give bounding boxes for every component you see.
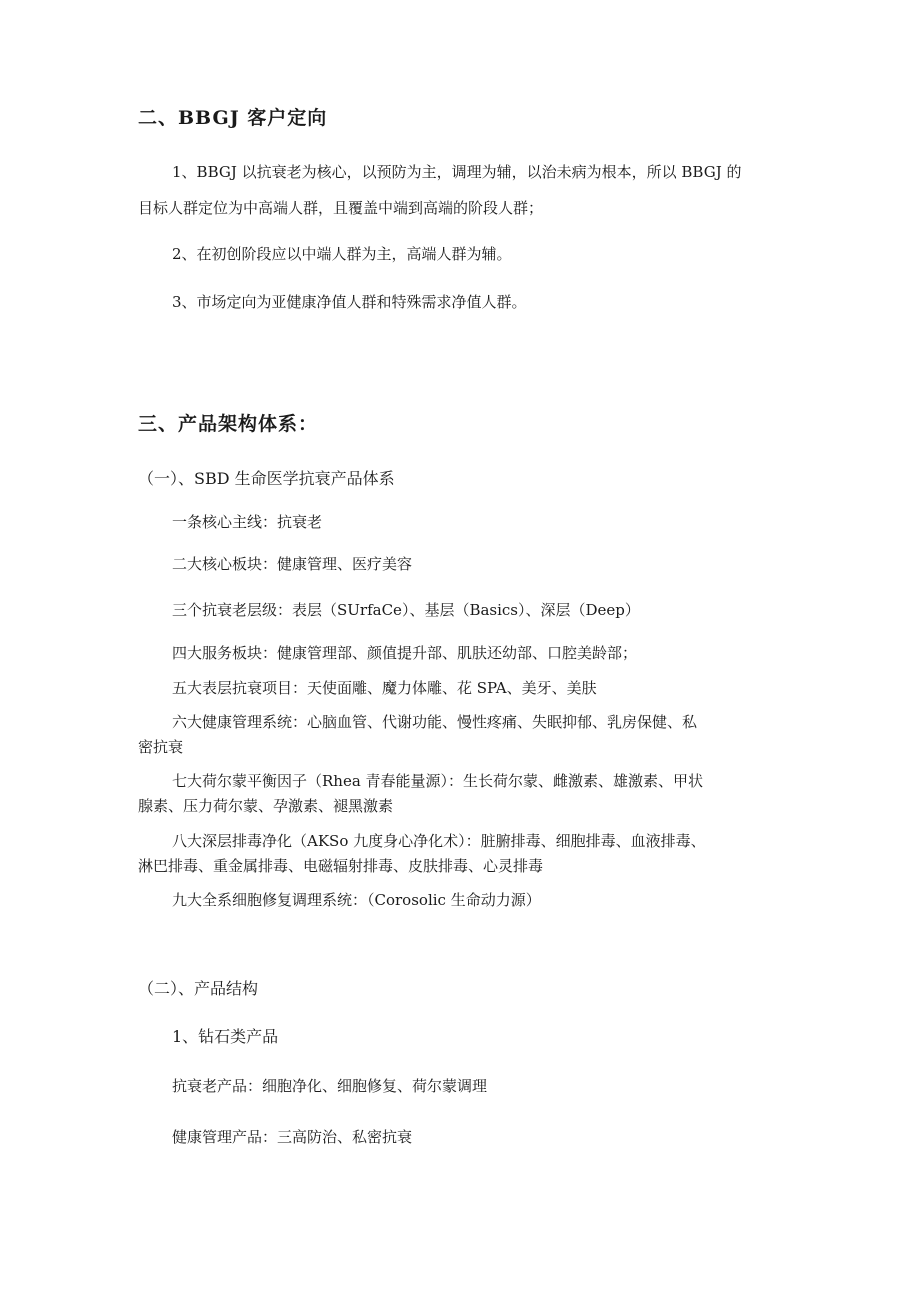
item-hormone-factors-line-1: 七大荷尔蒙平衡因子（Rhea 青春能量源）：生长荷尔蒙、雌激素、雄激素、甲状 bbox=[172, 772, 704, 790]
item-core-sectors: 二大核心板块：健康管理、医疗美容 bbox=[172, 555, 413, 573]
anti-aging-products: 抗衰老产品：细胞净化、细胞修复、荷尔蒙调理 bbox=[172, 1077, 488, 1095]
item-detox-line-2: 淋巴排毒、重金属排毒、电磁辐射排毒、皮肤排毒、心灵排毒 bbox=[138, 857, 544, 875]
subsection2-heading: （二）、产品结构 bbox=[138, 979, 259, 998]
section2-paragraph-2: 2、在初创阶段应以中端人群为主，高端人群为辅。 bbox=[172, 245, 512, 263]
item-detox-line-1: 八大深层排毒净化（AKSo 九度身心净化术）：脏腑排毒、细胞排毒、血液排毒、 bbox=[172, 832, 706, 850]
health-management-products: 健康管理产品：三高防治、私密抗衰 bbox=[172, 1128, 413, 1146]
section3-heading: 三、产品架构体系： bbox=[138, 413, 319, 435]
item-surface-projects: 五大表层抗衰项目：天使面雕、魔力体雕、花 SPA、美牙、美肤 bbox=[172, 679, 597, 697]
subsection1-heading: （一）、SBD 生命医学抗衰产品体系 bbox=[138, 469, 395, 488]
section2-paragraph-3: 3、市场定向为亚健康净值人群和特殊需求净值人群。 bbox=[172, 293, 527, 311]
item-anti-aging-levels: 三个抗衰老层级：表层（SUrfaCe）、基层（Basics）、深层（Deep） bbox=[172, 601, 640, 619]
diamond-products-heading: 1、钻石类产品 bbox=[172, 1027, 279, 1046]
item-health-systems-line-1: 六大健康管理系统：心脑血管、代谢功能、慢性疼痛、失眠抑郁、乳房保健、私 bbox=[172, 713, 698, 731]
item-core-mainline: 一条核心主线：抗衰老 bbox=[172, 513, 323, 531]
section2-heading: 二、BBGJ 客户定向 bbox=[138, 107, 328, 129]
item-cell-repair: 九大全系细胞修复调理系统：（Corosolic 生命动力源） bbox=[172, 891, 541, 909]
item-health-systems-line-2: 密抗衰 bbox=[138, 738, 184, 756]
item-hormone-factors-line-2: 腺素、压力荷尔蒙、孕激素、褪黑激素 bbox=[138, 797, 394, 815]
section2-paragraph-1-line-2: 目标人群定位为中高端人群，且覆盖中端到高端的阶段人群； bbox=[138, 199, 544, 217]
section2-paragraph-1-line-1: 1、BBGJ 以抗衰老为核心，以预防为主，调理为辅，以治未病为根本，所以 BBGJ 的 bbox=[172, 163, 742, 181]
item-service-sectors: 四大服务板块：健康管理部、颜值提升部、肌肤还幼部、口腔美龄部； bbox=[172, 644, 638, 662]
